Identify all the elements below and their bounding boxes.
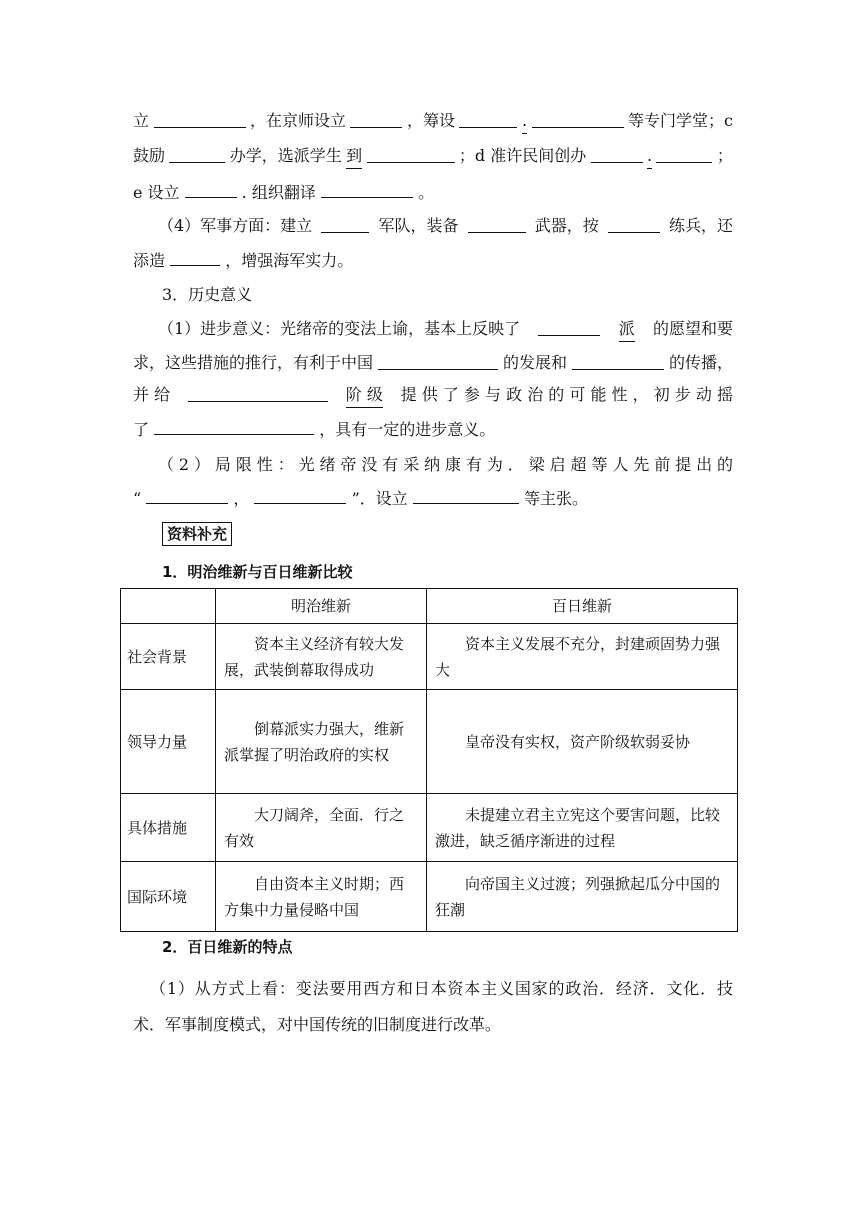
text-line-2 xyxy=(133,143,733,169)
table-cell xyxy=(427,624,738,690)
text: 办学，选派学生 xyxy=(229,146,342,165)
fill-blank[interactable] xyxy=(591,143,643,163)
text-line-3 xyxy=(133,178,733,204)
section-heading: 3．历史意义 xyxy=(162,285,253,304)
text: . 组织翻译 xyxy=(241,183,316,202)
text: 的传播， xyxy=(668,353,733,372)
row-label: 具体措施 xyxy=(121,794,216,862)
fill-blank[interactable] xyxy=(170,246,220,266)
cell-text: 倒幕派实力强大，维新派掌握了明治政府的实权 xyxy=(224,719,405,764)
text: 了 xyxy=(133,420,150,439)
text-line-5 xyxy=(133,246,733,272)
text: 的发展和 xyxy=(502,353,567,372)
cell-text: 资本主义经济有较大发展，武装倒幕取得成功 xyxy=(224,634,405,679)
fill-blank[interactable] xyxy=(459,108,517,128)
text-line-9 xyxy=(133,382,733,408)
text: 武器，按 xyxy=(534,216,599,235)
text: 的愿望和要 xyxy=(652,319,733,338)
table-row xyxy=(121,624,738,690)
text: 立 xyxy=(133,111,150,130)
text: 军队，装备 xyxy=(378,216,459,235)
table-row xyxy=(121,690,738,794)
cell-text: 未提建立君主立宪这个要害问题，比较激进，缺乏循序渐进的过程 xyxy=(435,805,721,850)
text: ”．设立 xyxy=(351,489,408,508)
comparison-table xyxy=(120,588,738,932)
text: . xyxy=(647,143,652,169)
text: ，筹设 xyxy=(406,111,455,130)
text: 派 xyxy=(619,316,635,342)
fill-blank[interactable] xyxy=(254,484,346,504)
text: ；d 准许民间创办 xyxy=(458,146,587,165)
text-line-8 xyxy=(133,350,733,376)
text: ，具有一定的进步意义。 xyxy=(319,420,496,439)
fill-blank[interactable] xyxy=(656,143,712,163)
text: 求，这些措施的推行，有利于中国 xyxy=(133,353,374,372)
fill-blank[interactable] xyxy=(169,143,225,163)
fill-blank[interactable] xyxy=(321,178,413,198)
fill-blank[interactable] xyxy=(608,213,660,233)
text-line-12 xyxy=(133,484,733,510)
text: e 设立 xyxy=(133,183,180,202)
fill-blank[interactable] xyxy=(367,143,455,163)
table-cell xyxy=(216,690,427,794)
fill-blank[interactable] xyxy=(154,415,314,435)
supplement-label: 资料补充 xyxy=(162,522,232,546)
paragraph-line: 术．军事制度模式，对中国传统的旧制度进行改革。 xyxy=(133,1015,502,1034)
text: 等主张。 xyxy=(523,489,588,508)
table-header-row xyxy=(121,589,738,624)
section-title: 2．百日维新的特点 xyxy=(162,938,293,956)
table-header-cell: 明治维新 xyxy=(216,589,427,624)
text-line-10 xyxy=(133,415,733,441)
text: 练兵，还 xyxy=(668,216,733,235)
fill-blank[interactable] xyxy=(185,178,237,198)
table-cell xyxy=(427,794,738,862)
table-header-cell xyxy=(121,589,216,624)
text: 等专门学堂；c xyxy=(628,111,733,130)
row-label: 国际环境 xyxy=(121,862,216,932)
text: 提 供 了 参 与 政 治 的 可 能 性 ， 初 步 动 摇 xyxy=(400,385,733,404)
cell-text: 资本主义发展不充分，封建顽固势力强大 xyxy=(435,634,721,679)
fill-blank[interactable] xyxy=(154,108,246,128)
fill-blank[interactable] xyxy=(146,484,228,504)
fill-blank[interactable] xyxy=(378,350,498,370)
fill-blank[interactable] xyxy=(538,316,600,336)
fill-blank[interactable] xyxy=(350,108,402,128)
row-label: 领导力量 xyxy=(121,690,216,794)
cell-text: 自由资本主义时期；西方集中力量侵略中国 xyxy=(224,874,405,919)
text: ，增强海军实力。 xyxy=(225,251,354,270)
text: 。 xyxy=(418,183,435,202)
table-cell xyxy=(427,862,738,932)
table-cell xyxy=(216,862,427,932)
table-cell xyxy=(216,794,427,862)
cell-text: 大刀阔斧，全面．行之有效 xyxy=(224,805,405,850)
row-label: 社会背景 xyxy=(121,624,216,690)
text: （1）进步意义：光绪帝的变法上谕，基本上反映了 xyxy=(158,319,521,338)
fill-blank[interactable] xyxy=(321,213,369,233)
text: . xyxy=(522,108,527,134)
text: “ xyxy=(133,489,142,508)
text: ； xyxy=(716,146,733,165)
text-line-7 xyxy=(158,316,733,342)
fill-blank[interactable] xyxy=(532,108,624,128)
table-cell xyxy=(427,690,738,794)
text-line-4 xyxy=(158,213,733,239)
fill-blank[interactable] xyxy=(468,213,526,233)
table-cell xyxy=(216,624,427,690)
fill-blank[interactable] xyxy=(413,484,519,504)
text: 鼓励 xyxy=(133,146,166,165)
text: 添造 xyxy=(133,251,166,270)
text: （4）军事方面：建立 xyxy=(158,216,313,235)
fill-blank[interactable] xyxy=(572,350,664,370)
paragraph-line: （1）从方式上看：变法要用西方和日本资本主义国家的政治．经济．文化．技 xyxy=(150,979,733,998)
section-title: 1．明治维新与百日维新比较 xyxy=(162,563,353,581)
text: 并 给 xyxy=(133,385,171,404)
table-row xyxy=(121,862,738,932)
text-line-1 xyxy=(133,108,733,134)
cell-text: 皇帝没有实权，资产阶级软弱妥协 xyxy=(465,732,691,751)
text: ， xyxy=(233,489,250,508)
text: 阶 级 xyxy=(346,382,383,408)
cell-text: 向帝国主义过渡；列强掀起瓜分中国的狂潮 xyxy=(435,874,721,919)
text: 到 xyxy=(346,143,362,169)
text: ，在京师设立 xyxy=(249,111,346,130)
fill-blank[interactable] xyxy=(188,382,328,402)
table-row xyxy=(121,794,738,862)
text-line-11: （2）局限性：光绪帝没有采纳康有为．梁启超等人先前提出的 xyxy=(158,455,733,474)
table-header-cell: 百日维新 xyxy=(427,589,738,624)
